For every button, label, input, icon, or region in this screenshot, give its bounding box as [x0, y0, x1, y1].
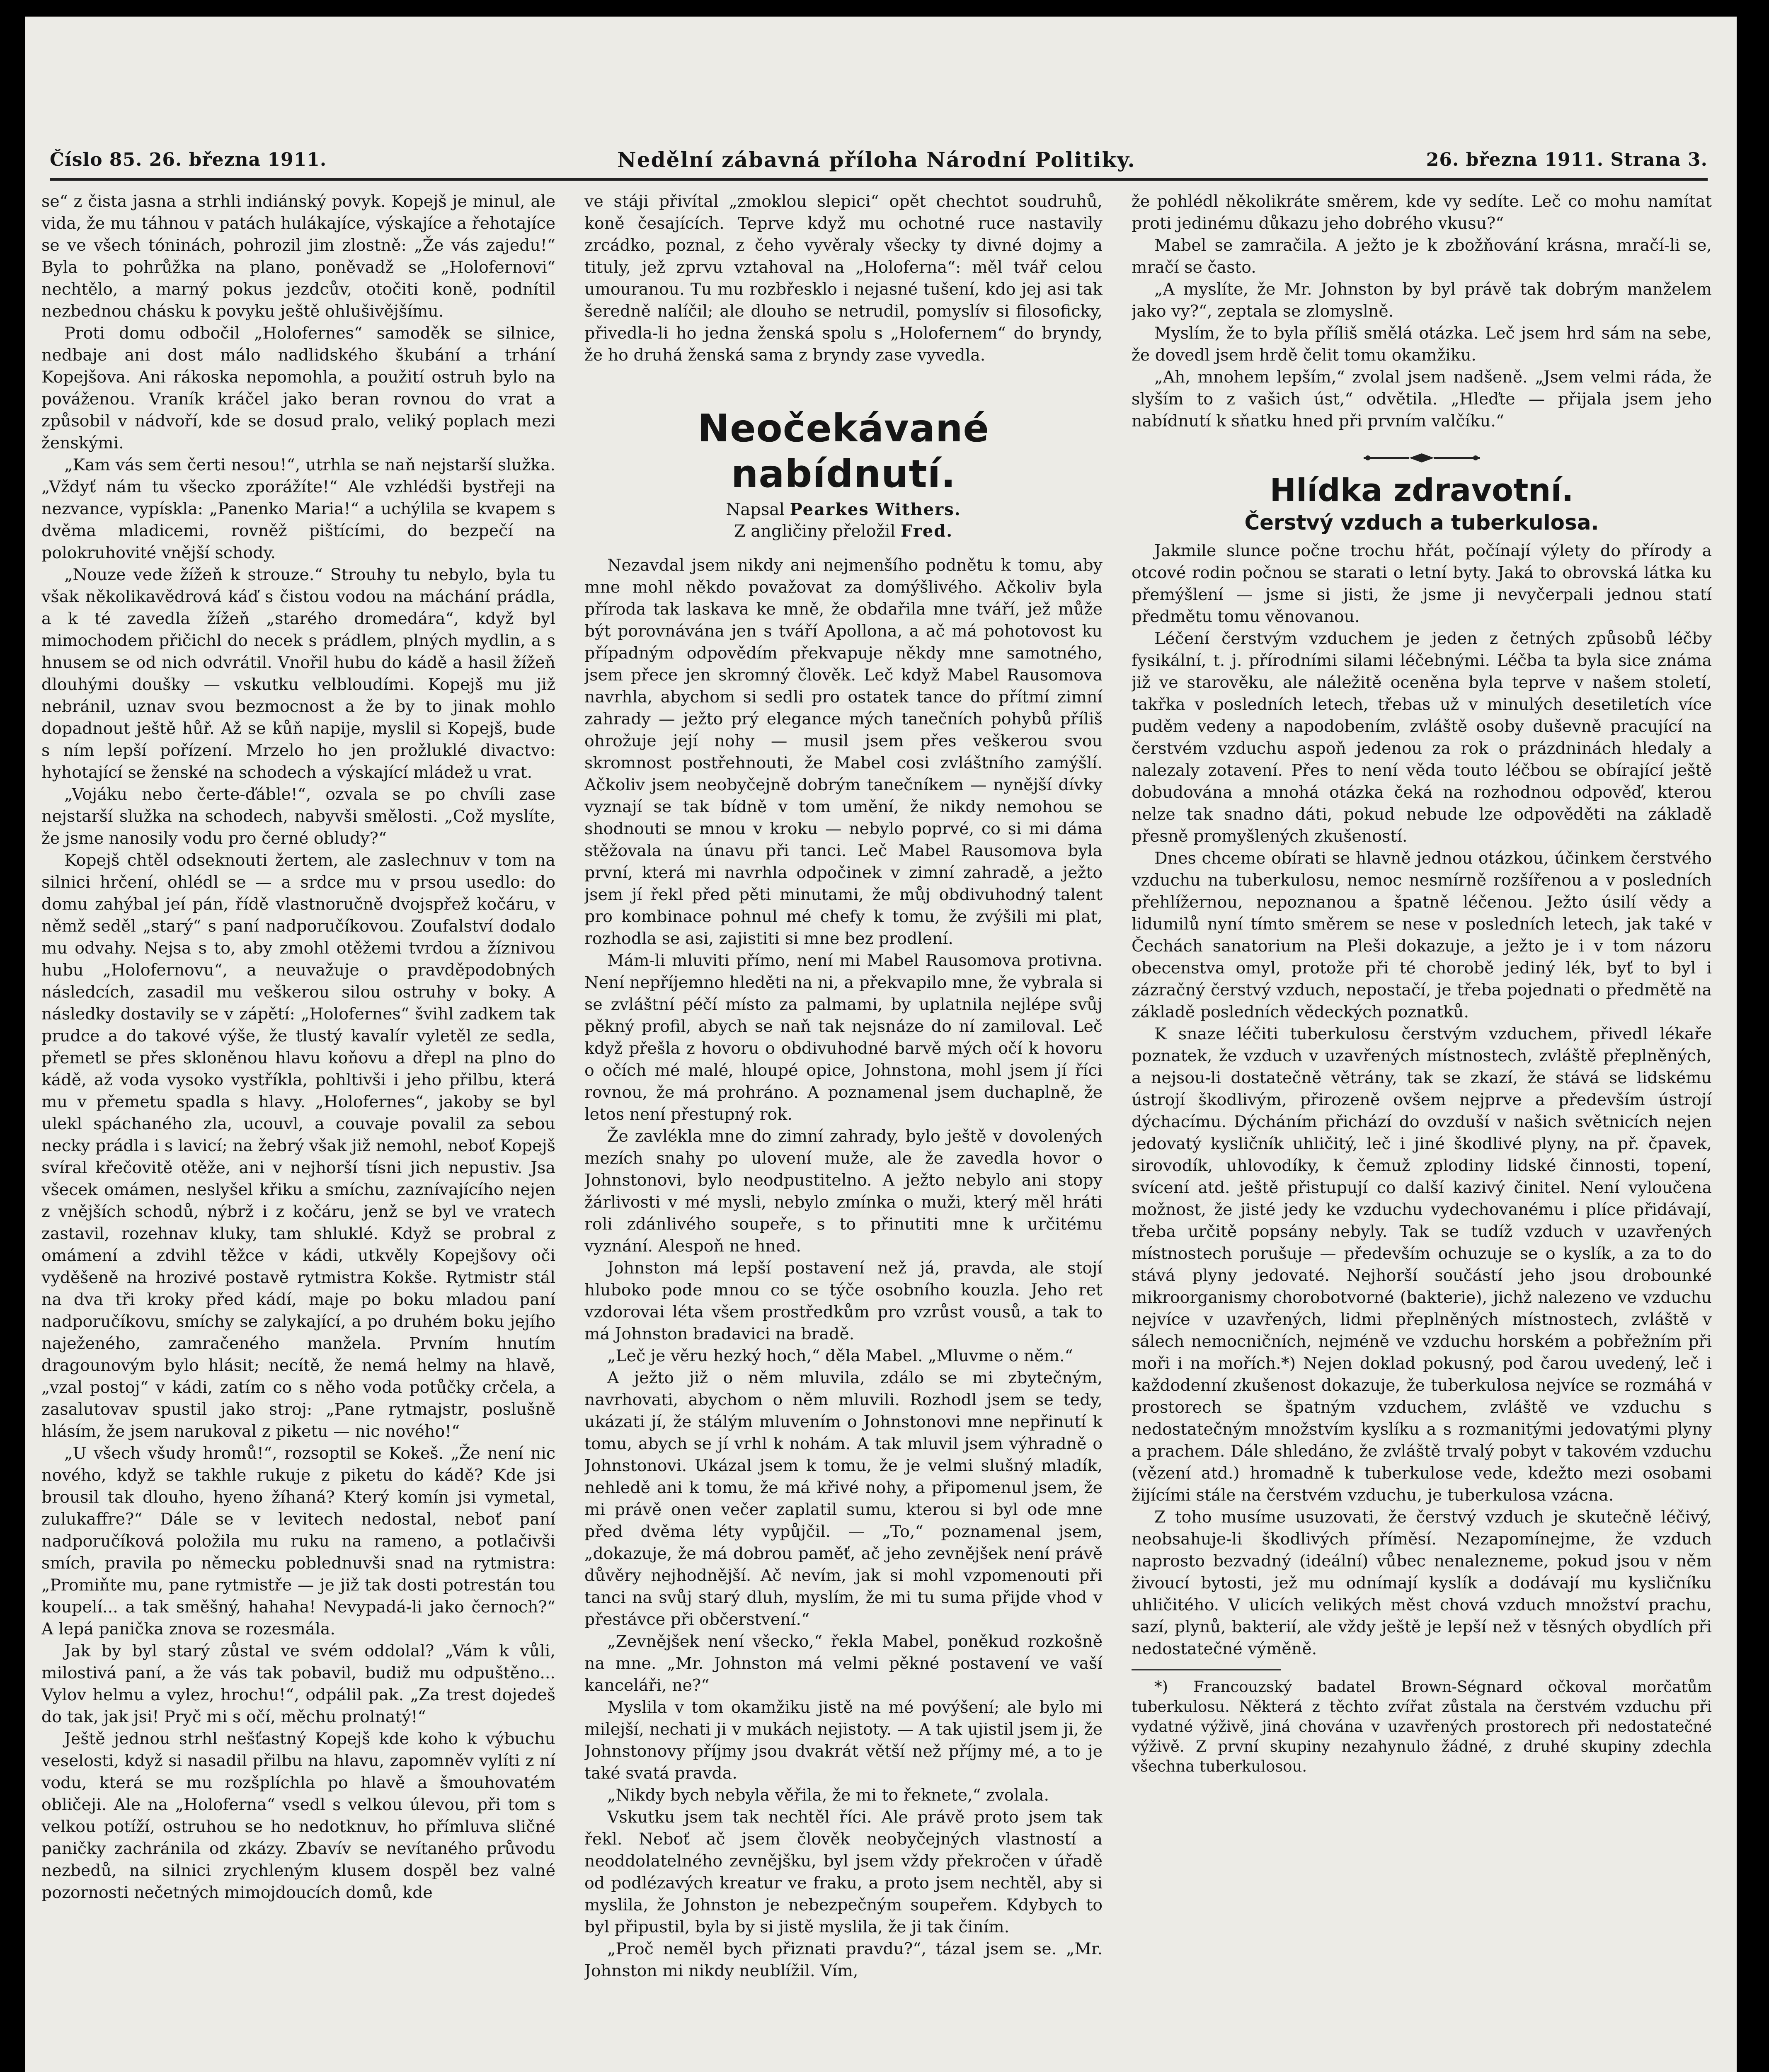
paragraph: Z toho musíme usuzovati, že čerstvý vzduch je skutečně léčivý, neobsahuje-li škodlivých příměsí. Nezapomínejme, že vzduch naprosto bezvadný (ideální) vůbec nenalezneme, pokud jsou v něm živoucí bytosti, jež mu odnímají kyslík a dodávají mu kysličníku uhličitého. V ulicích velikých měst chová vzduch množství prachu, sazí, plynů, bakterií, ale vždy ještě je lepší než v těsných obydlích při nedostatečné výměně. — [1132, 1508, 1712, 1658]
paragraph: Jakmile slunce počne trochu hřát, počínají výlety do přírody a otcové rodin počnou se starati o letní byty. Jaká to obrovská látka ku přemýšlení — jsme si jisti, že jsme ji nevyčerpali jednou statí předmětu tomu věnovanou. — [1132, 541, 1712, 626]
paragraph: ve stáji přivítal „zmoklou slepici“ opět chechtot soudruhů, koně česajících. Teprve když mu ochotné ruce nastavily zrcádko, poznal, z čeho vyvěraly všecky ty divné dojmy a tituly, jež zprvu vztahoval na „Holoferna“: měl tvář celou umouranou. Tu mu rozbřesklo i nejasné tušení, kdo jej asi tak šeredně nalíčil; ale dlouho se netrudil, pomyslív si filosoficky, přivedla-li ho jedna ženská spolu s „Holofernem“ do bryndy, že ho druhá ženská sama z bryndy zase vyvedla. — [584, 192, 1103, 365]
section-subtitle: Čerstvý vzduch a tuberkulosa. — [1244, 511, 1599, 535]
paragraph: Proti domu odbočil „Holofernes“ samoděk se silnice, nedbaje ani dost málo nadlidského škubání a trhání Kopejšova. Ani rákoska nepomohla, a použití ostruh bylo na pováženou. Vraník kráčel jako beran rovnou do vrat a způsobil v nádvoří, kde se dosud pralo, veliký poplach mezi ženskými. — [41, 324, 555, 453]
paragraph: Nezavdal jsem nikdy ani nejmenšího podnětu k tomu, aby mne mohl někdo považovat za domýšlivého. Ačkoliv byla příroda tak laskava ke mně, že obdařila mne tváří, jež může být porovnávána jen s tváří Apollona, a ač má pohotovost ku případným odpovědím překvapuje někdy mne samotného, jsem přece jen skromný člověk. Leč když Mabel Rausomova navrhla, abychom si sedli pro ostatek tance do přítmí zimní zahrady — ježto prý elegance mých tanečních pohybů příliš ohrožuje její nohy — musil jsem přes veškerou svou skromnost postřehnouti, že Mabel cosi zvláštního zamýšlí. Ačkoliv jsem neobyčejně dobrým tanečníkem — nynější dívky vyznají se tak bídně v tom umění, že nikdy nemohou se shodnouti se mnou v kroku — nebylo poprvé, co si mi dáma stěžovala na únavu při tanci. Leč Mabel Rausomova byla první, která mi navrhla odpočinek v zimní zahradě, a ježto jsem jí řekl před pěti minutami, že můj obdivuhodný talent pro kombinace pohnul mé chefy k tomu, že zvýšili mi plat, rozhodla se asi, zajistiti si mne bez prodlení. — [584, 556, 1103, 948]
date-page-info: 26. března 1911. Strana 3. — [1426, 149, 1708, 170]
paragraph: „Nouze vede žížeň k strouze.“ Strouhy tu nebylo, byla tu však několikavědrová káď s čistou vodou na máchání prádla, a k té zavedla žížeň „starého dromedára“, když byl mimochodem přičichl do necek s prádlem, plných mydlin, a s hnusem se od nich odvrátil. Vnořil hubu do kádě a hasil žížeň dlouhými doušky — vskutku velbloudími. Kopejš mu již nebránil, uznav svou bezmocnost a že by to jinak mohlo dopadnout ještě hůř. Až se kůň napije, myslil si Kopejš, bude s ním lepší pořízení. Mrzelo ho jen prožluklé divactvo: hyhotající se ženské na schodech a výskající mládež u vrat. — [41, 565, 555, 782]
paragraph: Mám-li mluviti přímo, není mi Mabel Rausomova protivna. Není nepříjemno hleděti na ni, a překvapilo mne, že vybrala si se zvláštní péčí místo za palmami, by uplatnila nejlépe svůj pěkný profil, abych se naň tak nejsnáze do ní zamiloval. Leč když přešla z hovoru o obdivuhodné barvě mých očí k hovoru o očích mé malé, hloupé opice, Johnstona, mohl jsem jí říci rovnou, že má prohráno. A poznamenal jsem duchaplně, že letos není přestupný rok. — [584, 951, 1103, 1124]
column-2 — [584, 191, 1103, 2072]
story-translator — [584, 520, 1103, 542]
paragraph: „Proč neměl bych přiznati pravdu?“, tázal jsem se. „Mr. Johnston mi nikdy neublížil. Vím, — [584, 1939, 1103, 1980]
story-title: Neočekávané nabídnutí. — [698, 406, 989, 496]
section-divider-ornament — [1132, 448, 1712, 460]
translator-prefix: Z angličiny přeložil — [734, 522, 896, 541]
paragraph: „Vojáku nebo čerte-ďáble!“, ozvala se po chvíli zase nejstarší služka na schodech, nabyvši smělosti. „Což myslíte, že jsme nanosily vodu pro černé obludy?“ — [41, 785, 555, 848]
column-3 — [1132, 191, 1712, 2072]
footnote-rule — [1132, 1669, 1281, 1670]
paragraph: „Zevnějšek není všecko,“ řekla Mabel, poněkud rozkošně na mne. „Mr. Johnston má velmi pěkné postavení ve vaší kanceláři, ne?“ — [584, 1632, 1103, 1695]
page-header — [50, 141, 1708, 181]
paragraph: Mabel se zamračila. A ježto je k zbožňování krásna, mračí-li se, mračí se často. — [1132, 236, 1712, 277]
paragraph: Kopejš chtěl odseknouti žertem, ale zaslechnuv v tom na silnici hrčení, ohlédl se — a srdce mu v prsou usedlo: do domu zahýbal jeí pán, řídě vlastnoručně dvojspřež kočáru, v němž seděl „starý“ s paní nadporučíkovou. Zoufalství dodalo mu odvahy. Nejsa s to, aby zmohl otěžemi tvrdou a žíznivou hubu „Holofernovu“, a neuvažuje o pravděpodobných následcích, zasadil mu veškerou silou ostruhy v boky. A následky dostavily se v zápětí: „Holofernes“ švihl zadkem tak prudce a do takové výše, že tlustý kavalír vyletěl ze sedla, přemetl se přes skloněnou hlavu koňovu a dřepl na plno do kádě, až voda vysoko vystříkla, pohltivši i jeho přilbu, která mu v přemetu spadla s hlavy. „Holofernes“, jakoby se byl ulekl spáchaného zla, ucouvl, a couvaje povalil za sebou necky prádla i s lavicí; na žebrý však již nemohl, neboť Kopejš svíral křečovitě otěže, ani v nejhorší tísni jich nepustiv. Jsa všecek omámen, neslyšel křiku a smíchu, zaznívajícího nejen z vnějších schodů, nýbrž i z kočáru, jenž se byl ve vratech zastavil, rozehnav kluky, tam shluklé. Když se probral z omámení a zdvihl těžce v kádi, utkvěly Kopejšovy oči vyděšeně na hrozivé postavě rytmistra Kokše. Rytmistr stál na dva tři kroky před kádí, maje po boku mladou paní nadporučíkovu, smíchy se zalykající, a po druhém boku jejího naježeného, zamračeného manžela. Prvním hnutím dragounovým bylo hlásit; necítě, že nemá helmy na hlavě, „vzal postoj“ v kádi, zatím co s něho voda potůčky crčela, a zasalutovav spustil jako stroj: „Pane rytmajstr, poslušně hlásím, že jsem narukoval z piketu — nic nového!“ — [41, 851, 555, 1441]
paragraph: „U všech všudy hromů!“, rozsoptil se Kokeš. „Že není nic nového, když se takhle rukuje z piketu do kádě? Kde jsi brousil tak dlouho, hyeno žíhaná? Který komín jsi vymetal, zulukaffre?“ Dále se v levitech nedostal, neboť paní nadporučíková položila mu ruku na rameno, a potlačivši smích, pravila po německu poblednuvši snad na rytmistra: „Promiňte mu, pane rytmistře — je již tak dosti potrestán tou koupelí... a tak směšný, hahaha! Nevypadá-li jako černoch?“ A lepá panička znova se rozesmála. — [41, 1444, 555, 1639]
paragraph: Léčení čerstvým vzduchem je jeden z četných způsobů léčby fysikální, t. j. přírodními silami léčebnými. Léčba ta byla sice známa již ve starověku, ale náležitě oceněna byla teprve v našem století, takřka v posledních letech, třebas už v minulých desetiletích více puděm vedeny a napodobením, zvláště osoby duševně pracující na čerstvém vzduchu aspoň jedenou za rok o prázdninách hledaly a nalezaly zotavení. Přes to není věda touto léčbou se obírající ještě dobudována a mnohá otázka čeká na rozhodnou odpověď, kterou nelze tak snadno dáti, pokud nebude lze odpověděti na základě přesně promyšlených zkušeností. — [1132, 629, 1712, 846]
story-byline — [584, 499, 1103, 520]
column-1 — [41, 191, 555, 2072]
issue-info: Číslo 85. 26. března 1911. — [50, 149, 327, 170]
paragraph: Ještě jednou strhl nešťastný Kopejš kde koho k výbuchu veselosti, když si nasadil přilbu na hlavu, zapomněv vylíti z ní vodu, která se mu rozšplíchla po hlavě a šmouhovatém obličeji. Ale na „Holoferna“ vsedl s velkou úlevou, při tom s velkou potíží, ostruhou se ho nedotknuv, ho přímluva sličné paničky zachránila od zkázy. Zbavív se nevítaného průvodu nezbedů, na silnici zrychleným klusem dospěl bez valné pozornosti nečetných mimojdoucích domů, kde — [41, 1729, 555, 1902]
paragraph: Že zavlékla mne do zimní zahrady, bylo ještě v dovolených mezích snahy po ulovení muže, ale že zavedla hovor o Johnstonovi, bylo neodpustitelno. A ježto nebylo ani stopy žárlivosti v mé mysli, nebylo zmínka o muži, který měl hráti roli zdánlivého soupeře, s to přinutiti mne k určitému vyznání. Alespoň ne hned. — [584, 1127, 1103, 1256]
paragraph: „Nikdy bych nebyla věřila, že mi to řeknete,“ zvolala. — [607, 1786, 1049, 1805]
author-name: Pearkes Withers. — [790, 500, 961, 519]
paragraph: A ježto již o něm mluvila, zdálo se mi zbytečným, navrhovati, abychom o něm mluvili. Rozhodl jsem se tedy, ukázati jí, že stálým mluvením o Johnstonovi mne nepřinutí k tomu, abych se jí vrhl k nohám. A tak mluvil jsem výhradně o Johnstonovi. Ukázal jsem k tomu, že je velmi slušný mladík, nehledě ani k tomu, že má křivé nohy, a připomenul jsem, že mi právě onen večer zaplatil sumu, kterou si byl ode mne před dvěma léty vypůjčil. — „To,“ poznamenal jsem, „dokazuje, že má dobrou paměť, ač jeho zevnějšek není právě důvěry nejhodnější. Ač nevím, jak si mohl vzpomenouti při tanci na svůj starý dluh, myslím, že mi tu suma přijde vhod v přestávce při občerstvení.“ — [584, 1368, 1103, 1629]
paragraph: Dnes chceme obírati se hlavně jednou otázkou, účinkem čerstvého vzduchu na tuberkulosu, nemoc nesmírně rozšířenou a v posledních přehlížernou, nepoznanou a špatně léčenou. Ježto úsilí vědy a lidumilů nyní tímto směrem se nese v posledních letech, jak také v Čechách sanatorium na Pleši dokazuje, a ježto je i v tom názoru obecenstva omyl, protože při té chorobě jediný lék, byť to byl i zázračný čerstvý vzduch, nepostačí, je třeba pojednati o předmětě na základě posledních vědeckých poznatků. — [1132, 849, 1712, 1021]
paragraph: „A myslíte, že Mr. Johnston by byl právě tak dobrým manželem jako vy?“, zeptala se zlomyslně. — [1132, 280, 1712, 321]
translator-name: Fred. — [901, 521, 953, 541]
section-title: Hlídka zdravotní. — [1270, 472, 1574, 508]
paragraph: „Kam vás sem čerti nesou!“, utrhla se naň nejstarší služka. „Vždyť nám tu všecko zporážíte!“ Ale vzhlédši bystřeji na nezvance, vypískla: „Panenko Maria!“ a uchýlila se kvapem s dvěma mladicemi, rovněž pištícími, do bezpečí na polokruhovité vnější schody. — [41, 455, 555, 562]
paragraph: se“ z čista jasna a strhli indiánský povyk. Kopejš je minul, ale vida, že mu táhnou v patách hulákajíce, výskajíce a řehotajíce se ve všech tóninách, pohrozil jim zlostně: „Že vás zajedu!“ Byla to pohrůžka na plano, poněvadž se „Holofernovi“ nechtělo, a marný pokus jezdcův, otočiti koně, podnítil nezbednou chásku k povyku ještě ohlušivějšímu. — [41, 192, 555, 321]
paragraph: Johnston má lepší postavení než já, pravda, ale stojí hluboko pode mnou co se týče osobního kouzla. Jeho ret vzdorovai léta všem prostředkům pro vzrůst vousů, a tak to má Johnston bradavici na bradě. — [584, 1259, 1103, 1343]
paragraph: K snaze léčiti tuberkulosu čerstvým vzduchem, přivedl lékaře poznatek, že vzduch v uzavřených místnostech, zvláště přeplněných, a nejsou-li dostatečně větrány, tak se zkazí, že stává se lidskému ústrojí škodlivým, přirozeně ovšem nejprve a především ústrojí dýchacímu. Dýcháním přichází do ovzduší v našich světnicích nejen jedovatý kysličník uhličitý, leč i jiné škodlivé plyny, na př. čpavek, sirovodík, uhlovodíky, k čemuž zplodiny lidské činnosti, topení, svícení atd. ještě přistupují co další kazivý činitel. Není vyloučena možnost, že jisté jedy ke vzduchu vydechovanému i plíce přidávají, třeba určitě popsány nebyly. Tak se tudíž vzduch v uzavřených místnostech porušuje — především ochuzuje se o kyslík, a za to do stává plyny jedovaté. Nejhorší součástí jeho jsou drobounké mikroorganismy chorobotvorné (bakterie), jichž nalezeno ve vzduchu nejvíce v uzavřených, lidmi přeplněných místnostech, zvláště v sálech nemocničních, nejméně ve vzduchu horském a pobřežním při moři i na mořích.*) Nejen doklad pokusný, pod čarou uvedený, leč i každodenní zkušenost dokazuje, že tuberkulosa nejvíce se rozmáhá v prostorech se špatným vzduchem, zvláště ve vzduchu s nedostatečným množstvím kyslíku a s rozmanitými jedovatými plyny a prachem. Dále shledáno, že zvláště trvalý pobyt v takovém vzduchu (vězení atd.) hromadně k tuberkulose vede, kdežto mezi osobami žijícími stále na čerstvém vzduchu, je tuberkulosa vzácna. — [1132, 1024, 1712, 1505]
footnote: *) Francouzský badatel Brown-Ségnard očkoval morčatům tuberkulosu. Některá z těchto zvířat zůstala na čerstvém vzduchu při vydatné výživě, jiná chována v uzavřených prostorech při nedostatečné výživě. Z první skupiny nezahynulo žádné, z druhé skupiny zdechla všechna tuberkulosou. — [1132, 1678, 1712, 1775]
paragraph: „Ah, mnohem lepším,“ zvolal jsem nadšeně. „Jsem velmi ráda, že slyším to z vašich úst,“ odvětila. „Hleďte — přijala jsem jeho nabídnutí k sňatku hned při prvním valčíku.“ — [1132, 368, 1712, 431]
paragraph: „Leč je věru hezký hoch,“ děla Mabel. „Mluvme o něm.“ — [607, 1346, 1073, 1365]
paragraph: Myslím, že to byla příliš smělá otázka. Leč jsem hrd sám na sebe, že dovedl jsem hrdě čelit tomu okamžiku. — [1132, 324, 1712, 365]
paragraph: Myslila v tom okamžiku jistě na mé povýšení; ale bylo mi milejší, nechati ji v mukách nejistoty. — A tak ujistil jsem ji, že Johnstonovy příjmy jsou dvakrát větší než příjmy mé, a to je také svatá pravda. — [584, 1698, 1103, 1783]
newspaper-page — [25, 17, 1737, 2072]
byline-prefix: Napsal — [726, 500, 785, 519]
paragraph: Vskutku jsem tak nechtěl říci. Ale právě proto jsem tak řekl. Neboť ač jsem člověk neobyčejných vlastností a neoddolatelného zevnějšku, byl jsem vždy překročen v úřadě od podlézavých kreatur ve fraku, a proto jsem nechtěl, aby si myslila, že Johnston je nebezpečným soupeřem. Kdybych to byl připustil, byla by si jistě myslila, že ji tak činím. — [584, 1808, 1103, 1936]
publication-title: Nedělní zábavná příloha Národní Politiky. — [617, 147, 1136, 172]
paragraph: že pohlédl několikráte směrem, kde vy sedíte. Leč co mohu namítat proti jedinému důkazu jeho dobrého vkusu?“ — [1132, 192, 1712, 233]
paragraph: Jak by byl starý zůstal ve svém oddolal? „Vám k vůli, milostivá paní, a že vás tak pobavil, budiž mu odpuštěno... Vylov helmu a vylez, hrochu!“, odpálil pak. „Za trest dojedeš do tak, jak jsi! Pryč mi s očí, měchu prolnatý!“ — [41, 1641, 555, 1726]
